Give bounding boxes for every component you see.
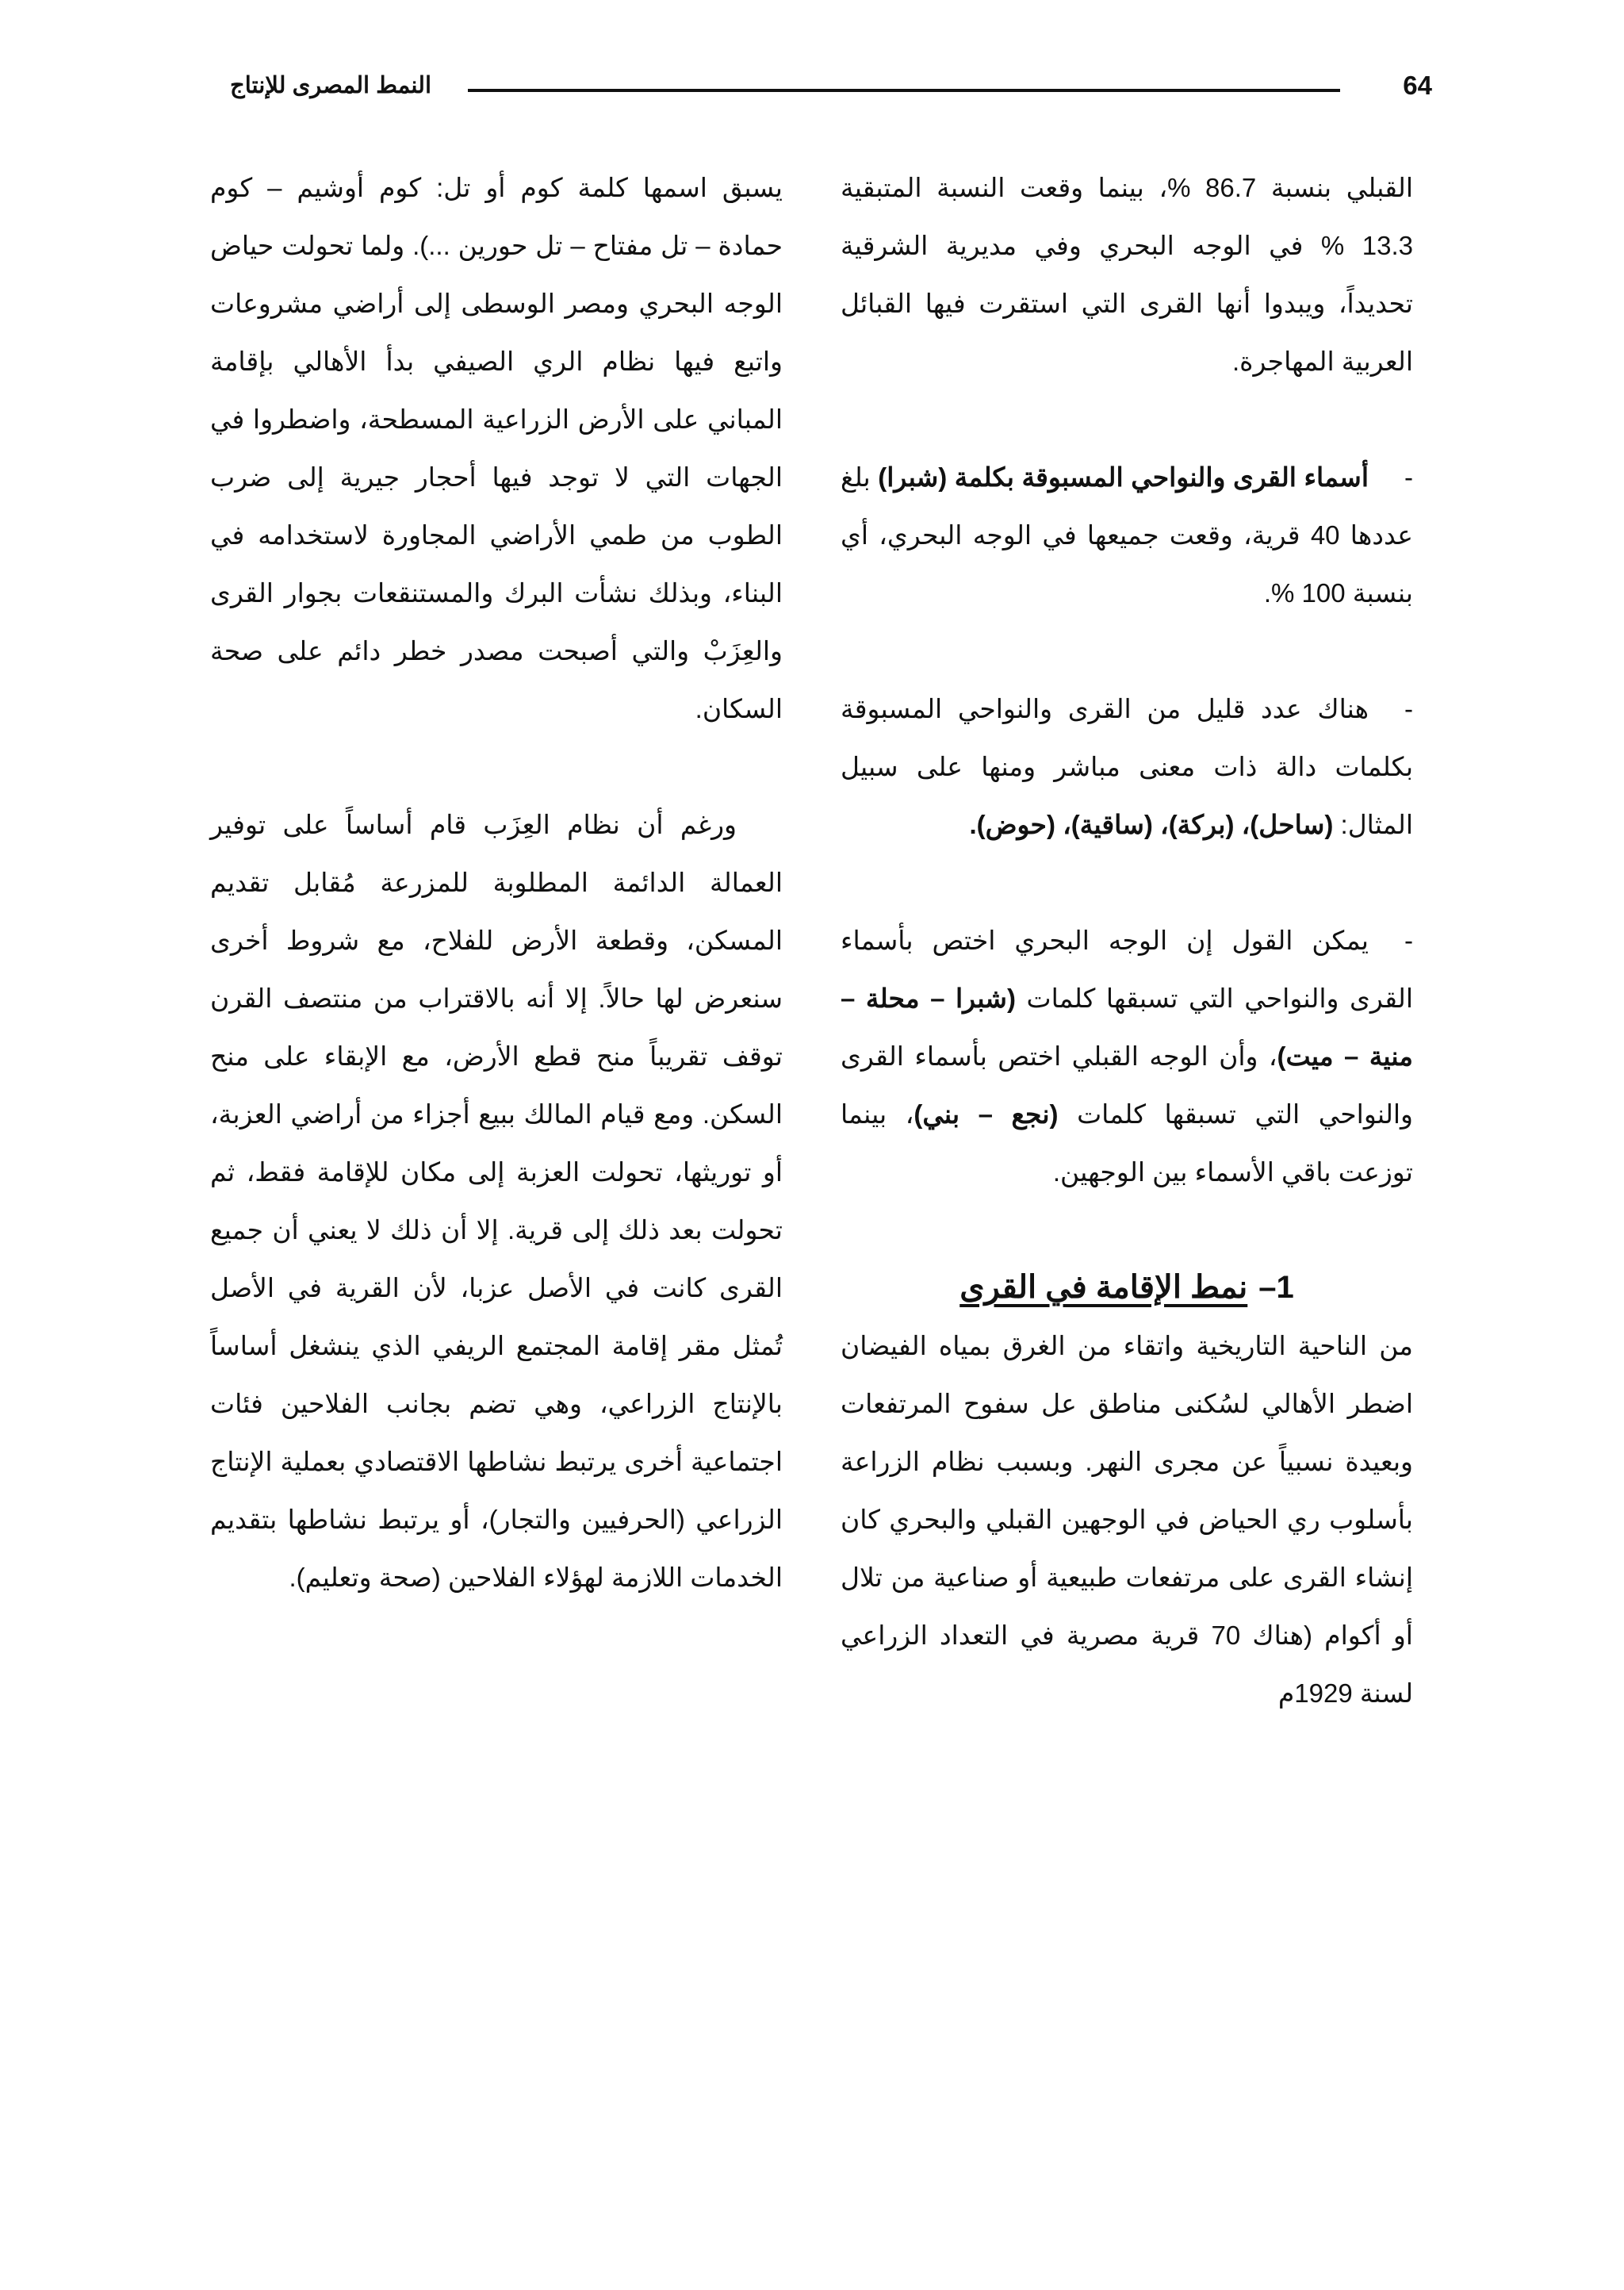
paragraph: ورغم أن نظام العِزَب قام أساساً على توفير العمالة الدائمة المطلوبة للمزرعة مُقابل تقديم المسكن، وقطعة الأرض للفلاح، مع شروط أخرى سنعرض لها حالاً. إلا أنه بالاقتراب من منتصف القرن توقف تقريباً منح قطع الأرض، مع الإبقاء على منح السكن. ومع قيام المالك ببيع أجزاء من أراضي العزبة، أو توريثها، تحولت العزبة إلى مكان للإقامة فقط، ثم تحولت بعد ذلك إلى قرية. إلا أن ذلك لا يعني أن جميع القرى كانت في الأصل عزبا، لأن القرية في الأصل تُمثل مقر إقامة المجتمع الريفي الذي ينشغل أساساً بالإنتاج الزراعي، وهي تضم بجانب الفلاحين فئات اجتماعية أخرى يرتبط نشاطها الاقتصادي بعملية الإنتاج الزراعي (الحرفيين والتجار)، أو يرتبط نشاطها بتقديم الخدمات اللازمة لهؤلاء الفلاحين (صحة وتعليم). [210,810,783,1592]
section-title: نمط الإقامة في القرى [959,1270,1248,1305]
running-header [230,62,1432,109]
paragraph: يسبق اسمها كلمة كوم أو تل: كوم أوشيم – كوم حمادة – تل مفتاح – تل حورين ...). ولما تحولت حياض الوجه البحري ومصر الوسطى إلى أراضي مشروعات واتبع فيها نظام الري الصيفي بدأ الأهالي بإقامة المباني على الأرض الزراعية المسطحة، واضطروا في الجهات التي لا توجد فيها أحجار جيرية إلى ضرب الطوب من طمي الأراضي المجاورة لاستخدامه في البناء، وبذلك نشأت البرك والمستنقعات بجوار القرى والعِزَبْ والتي أصبحت مصدر خطر دائم على صحة السكان. [210,173,783,723]
bullet-text: ، وأن الوجه القبلي اختص بأسماء القرى والنواحي التي تسبقها كلمات [841,1041,1413,1129]
section-heading [841,1259,1413,1317]
section-number: 1– [1258,1270,1294,1305]
bullet-bold-text: أسماء القرى والنواحي المسبوقة بكلمة (شبرا) [878,462,1369,492]
bullet-item [841,680,1413,853]
bullet-dash: - [1404,694,1413,723]
bullet-bold-text: (نجع – بني) [914,1099,1059,1129]
running-title: النمط المصرى للإنتاج [230,73,432,98]
header-rule [468,89,1340,92]
bullet-item [841,448,1413,622]
bullet-bold-text: (شبرا – محلة – منية – ميت) [841,984,1413,1071]
bullet-dash: - [1404,926,1413,955]
bullet-text: بلغ عددها 40 قرية، وقعت جميعها في الوجه البحري، أي بنسبة 100 %. [841,462,1413,608]
paragraph: من الناحية التاريخية واتقاء من الغرق بمياه الفيضان اضطر الأهالي لسُكنى مناطق عل سفوح المرتفعات وبعيدة نسبياً عن مجرى النهر. وبسبب نظام الزراعة بأسلوب ري الحياض في الوجهين القبلي والبحري كان إنشاء القرى على مرتفعات طبيعية أو صناعية من تلال أو أكوام (هناك 70 قرية مصرية في التعداد الزراعي لسنة 1929م [841,1331,1413,1708]
right-column [841,159,1413,1722]
bullet-text: هناك عدد قليل من القرى والنواحي المسبوقة بكلمات دالة ذات معنى مباشر ومنها على سبيل المثال: [841,694,1413,839]
bullet-text: ، بينما توزعت باقي الأسماء بين الوجهين. [841,1099,1413,1187]
bullet-bold-text: (ساحل)، (بركة)، (ساقية)، (حوض). [969,810,1334,839]
bullet-text: يمكن القول إن الوجه البحري اختص بأسماء القرى والنواحي التي تسبقها كلمات [841,926,1413,1013]
bullet-item [841,911,1413,1201]
page-number: 64 [1403,71,1432,100]
paragraph: القبلي بنسبة 86.7 %، بينما وقعت النسبة المتبقية 13.3 % في الوجه البحري وفي مديرية الشرقية تحديداً، ويبدوا أنها القرى التي استقرت فيها القبائل العربية المهاجرة. [841,173,1413,376]
bullet-dash: - [1404,462,1414,492]
left-column [210,159,783,1606]
